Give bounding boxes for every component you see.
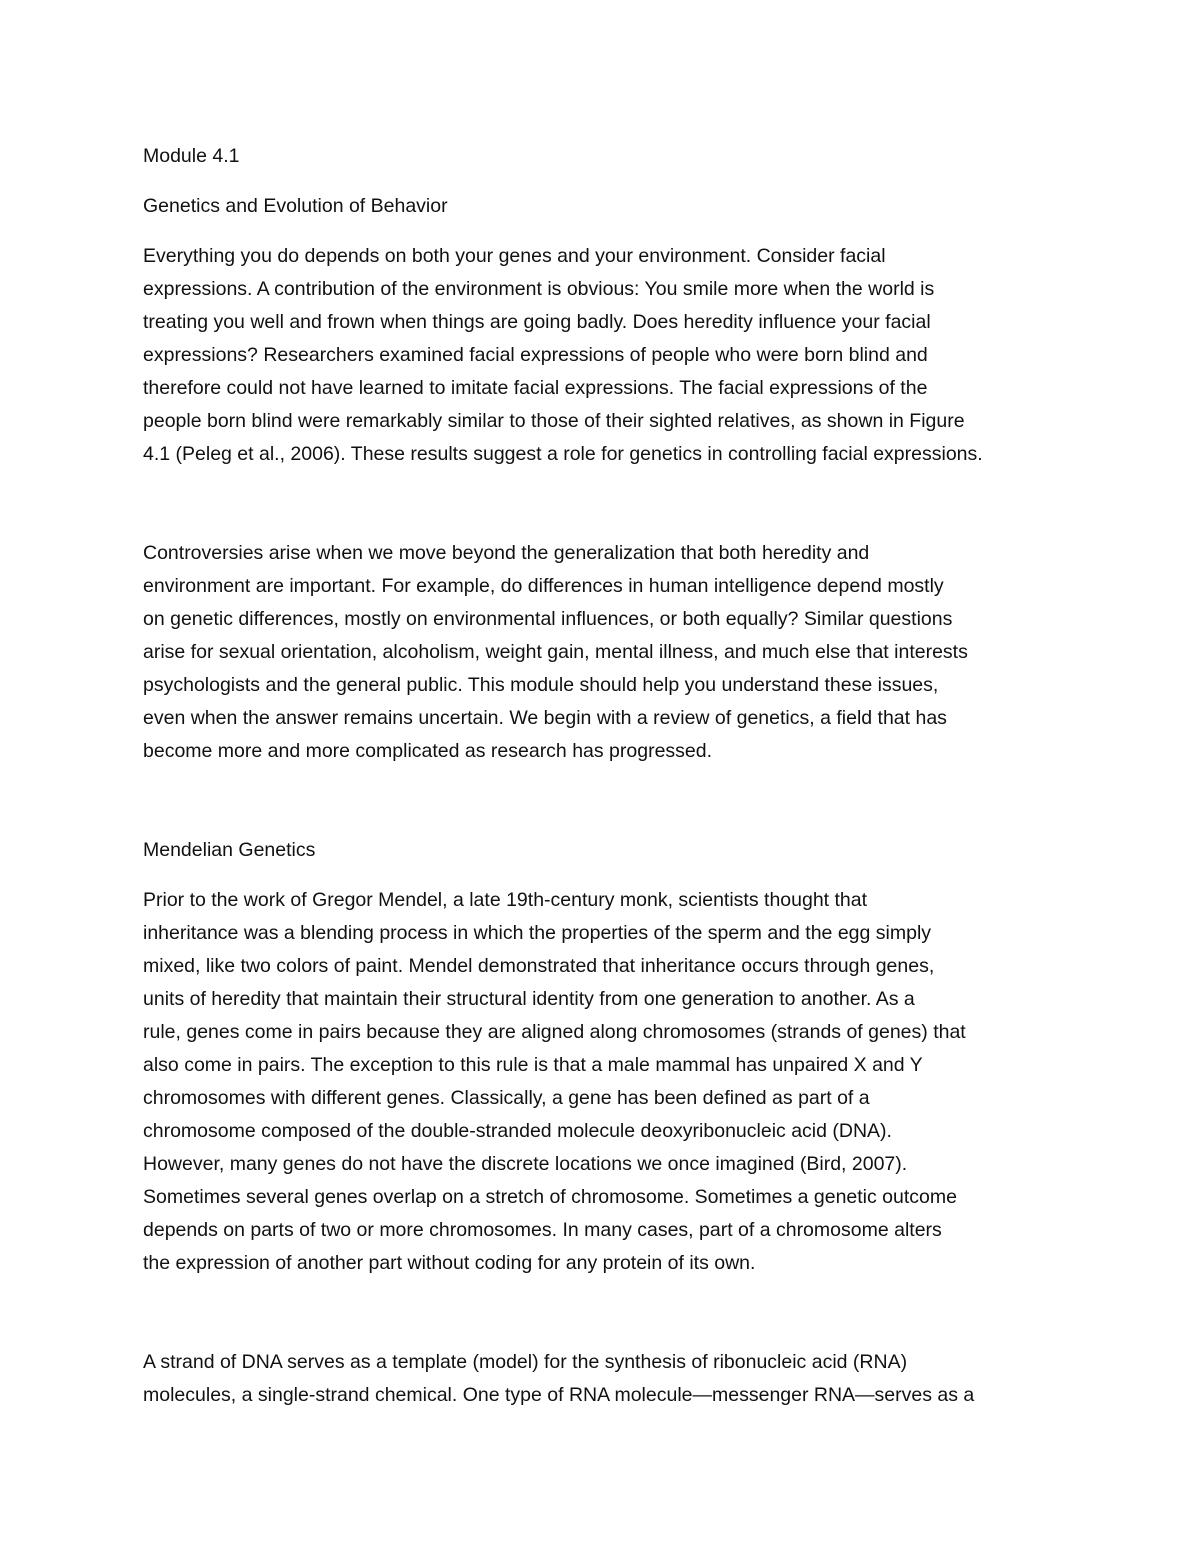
spacer [143,1280,1063,1346]
paragraph-line: chromosomes with different genes. Classically, a gene has been defined as part of a [143,1087,870,1109]
paragraph-line: chromosome composed of the double-stranded molecule deoxyribonucleic acid (DNA). [143,1120,892,1142]
paragraph-line: even when the answer remains uncertain. We begin with a review of genetics, a field that has [143,707,947,729]
spacer [143,867,1063,884]
spacer [143,173,1063,190]
paragraph-line: expressions. A contribution of the environment is obvious: You smile more when the world is [143,278,935,300]
paragraph-line: Prior to the work of Gregor Mendel, a late 19th-century monk, scientists thought that [143,889,868,911]
paragraph-line: Controversies arise when we move beyond the generalization that both heredity and [143,542,870,564]
paragraph-line: units of heredity that maintain their structural identity from one generation to another. As a [143,988,915,1010]
spacer [143,768,1063,834]
paragraph-line: inheritance was a blending process in which the properties of the sperm and the egg simply [143,922,932,944]
paragraph-line: rule, genes come in pairs because they are aligned along chromosomes (strands of genes) that [143,1021,966,1043]
paragraph-intro [143,240,1063,471]
paragraph-line: on genetic differences, mostly on environmental influences, or both equally? Similar questions [143,608,953,630]
paragraph-line: treating you well and frown when things are going badly. Does heredity influence your facial [143,311,931,333]
paragraph-dna [143,1346,1063,1412]
document-page [143,140,1063,1412]
spacer [143,223,1063,240]
paragraph-line: psychologists and the general public. This module should help you understand these issues, [143,674,939,696]
paragraph-line: expressions? Researchers examined facial expressions of people who were born blind and [143,344,928,366]
paragraph-line: A strand of DNA serves as a template (model) for the synthesis of ribonucleic acid (RNA) [143,1351,908,1373]
paragraph-line: also come in pairs. The exception to this rule is that a male mammal has unpaired X and Y [143,1054,923,1076]
paragraph-line: Sometimes several genes overlap on a stretch of chromosome. Sometimes a genetic outcome [143,1186,957,1208]
spacer [143,471,1063,537]
paragraph-line: become more and more complicated as research has progressed. [143,740,713,762]
paragraph-line: environment are important. For example, do differences in human intelligence depend mostly [143,575,944,597]
paragraph-mendel [143,884,1063,1280]
paragraph-line: people born blind were remarkably similar to those of their sighted relatives, as shown in Figure [143,410,965,432]
paragraph-line: therefore could not have learned to imitate facial expressions. The facial expressions of the [143,377,928,399]
section-title: Genetics and Evolution of Behavior [143,195,448,217]
paragraph-line: Everything you do depends on both your genes and your environment. Consider facial [143,245,886,267]
subheading-mendelian-genetics: Mendelian Genetics [143,839,316,861]
module-title: Module 4.1 [143,145,240,167]
paragraph-line: mixed, like two colors of paint. Mendel demonstrated that inheritance occurs through genes, [143,955,935,977]
paragraph-line: depends on parts of two or more chromosomes. In many cases, part of a chromosome alters [143,1219,942,1241]
paragraph-line: However, many genes do not have the discrete locations we once imagined (Bird, 2007). [143,1153,908,1175]
paragraph-controversies [143,537,1063,768]
paragraph-line: molecules, a single-strand chemical. One type of RNA molecule—messenger RNA—serves as a [143,1384,975,1406]
paragraph-line: the expression of another part without coding for any protein of its own. [143,1252,756,1274]
paragraph-line: arise for sexual orientation, alcoholism, weight gain, mental illness, and much else that interests [143,641,968,663]
paragraph-line: 4.1 (Peleg et al., 2006). These results suggest a role for genetics in controlling facial expressions. [143,443,983,465]
